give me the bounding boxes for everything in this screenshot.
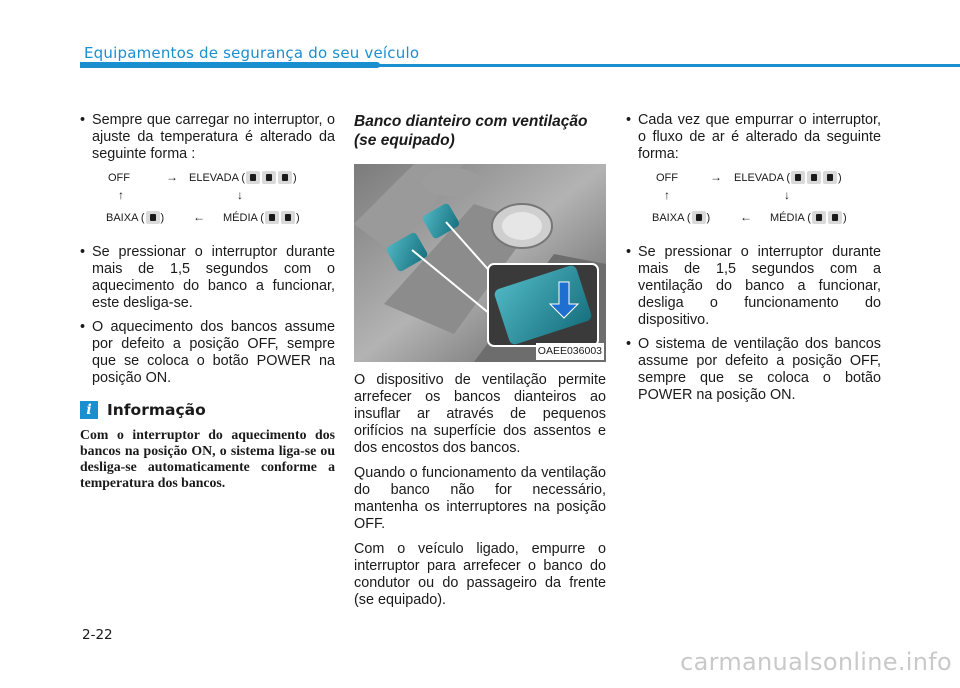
seq-high-close: ) [293, 172, 297, 184]
page-number: 2-22 [82, 627, 113, 643]
seat-indicator-icon [791, 171, 805, 184]
info-heading [80, 401, 335, 419]
seq-high-group [734, 170, 842, 187]
seq-high-close: ) [838, 172, 842, 184]
list-item: • Cada vez que empurrar o interruptor, o fluxo de ar é alterado da seguinte forma: [626, 112, 881, 163]
seq-low-group [652, 210, 710, 227]
seat-indicator-icon [823, 171, 837, 184]
ventilated-seat-figure [354, 164, 606, 362]
seat-indicator-icon [265, 211, 279, 224]
header-rule-tab [80, 62, 380, 68]
arrow-right-icon: → [710, 170, 722, 184]
list-item: • Se pressionar o interruptor durante mais de 1,5 segundos com a ventilação do banco a funcionar, desliga o funcionamento do dispositivo. [626, 244, 881, 329]
seat-indicator-icon [692, 211, 706, 224]
arrow-left-icon: ← [740, 210, 752, 224]
watermark: carmanualsonline.info [680, 648, 952, 676]
seat-indicator-icon [281, 211, 295, 224]
list-item: • Se pressionar o interruptor durante mais de 1,5 segundos com o aquecimento do banco a funcionar, este desliga-se. [80, 244, 335, 312]
seq-mid-close: ) [842, 212, 847, 224]
info-body: Com o interruptor do aquecimento dos bancos na posição ON, o sistema liga-se ou desliga-se automaticamente conforme a temperatura dos bancos. [80, 427, 335, 490]
column-middle [354, 112, 606, 617]
header-title: Equipamentos de segurança do seu veículo [84, 44, 420, 62]
arrow-left-icon: ← [193, 210, 205, 224]
paragraph: Quando o funcionamento da ventilação do banco não for necessário, mantenha os interruptores na posição OFF. [354, 465, 606, 532]
arrow-down-icon: ↓ [237, 188, 243, 202]
arrow-up-icon: ↑ [118, 188, 124, 202]
seq-high-label: ELEVADA ( [189, 172, 246, 184]
list-item: • O aquecimento dos bancos assume por defeito a posição OFF, sempre que se coloca o botão POWER na posição ON. [80, 319, 335, 387]
info-title: Informação [107, 400, 206, 419]
seat-indicator-icon [807, 171, 821, 184]
seq-high-label: ELEVADA ( [734, 172, 791, 184]
seat-indicator-icon [828, 211, 842, 224]
seq-low-label: BAIXA ( [106, 212, 145, 224]
list-item: • Sempre que carregar no interruptor, o ajuste da temperatura é alterado da seguinte forma : [80, 112, 335, 163]
section-title: Banco dianteiro com ventilação (se equipado) [354, 113, 588, 149]
seq-mid-close: ) [295, 212, 300, 224]
console-illustration [354, 164, 606, 362]
figure-code: OAEE036003 [536, 343, 604, 360]
arrow-right-icon: → [166, 170, 178, 184]
seq-low-group [106, 210, 164, 227]
seq-low-label: BAIXA ( [652, 212, 691, 224]
seq-high-group [189, 170, 297, 187]
column-right [626, 112, 881, 411]
seq-mid-group [223, 210, 300, 227]
info-icon: i [80, 401, 98, 419]
column-left [80, 112, 335, 491]
list-item: • O sistema de ventilação dos bancos assume por defeito a posição OFF, sempre que se coloca o botão POWER na posição ON. [626, 336, 881, 404]
seq-low-close: ) [706, 212, 711, 224]
arrow-down-icon: ↓ [784, 188, 790, 202]
seq-off-label: OFF [108, 172, 130, 184]
seat-indicator-icon [812, 211, 826, 224]
heating-sequence-diagram [80, 170, 335, 236]
seq-mid-label: MÉDIA ( [770, 212, 811, 224]
seat-indicator-icon [146, 211, 160, 224]
arrow-up-icon: ↑ [664, 188, 670, 202]
paragraph: Com o veículo ligado, empurre o interruptor para arrefecer o banco do condutor ou do passageiro da frente (se equipado). [354, 541, 606, 608]
seat-indicator-icon [246, 171, 260, 184]
seq-low-close: ) [160, 212, 165, 224]
seat-indicator-icon [278, 171, 292, 184]
seq-off-label: OFF [656, 172, 678, 184]
seq-mid-label: MÉDIA ( [223, 212, 264, 224]
paragraph: O dispositivo de ventilação permite arrefecer os bancos dianteiros ao insuflar ar através de pequenos orifícios na superfície dos assentos e dos encostos dos bancos. [354, 372, 606, 456]
seat-indicator-icon [262, 171, 276, 184]
ventilation-sequence-diagram [626, 170, 881, 236]
seq-mid-group [770, 210, 847, 227]
